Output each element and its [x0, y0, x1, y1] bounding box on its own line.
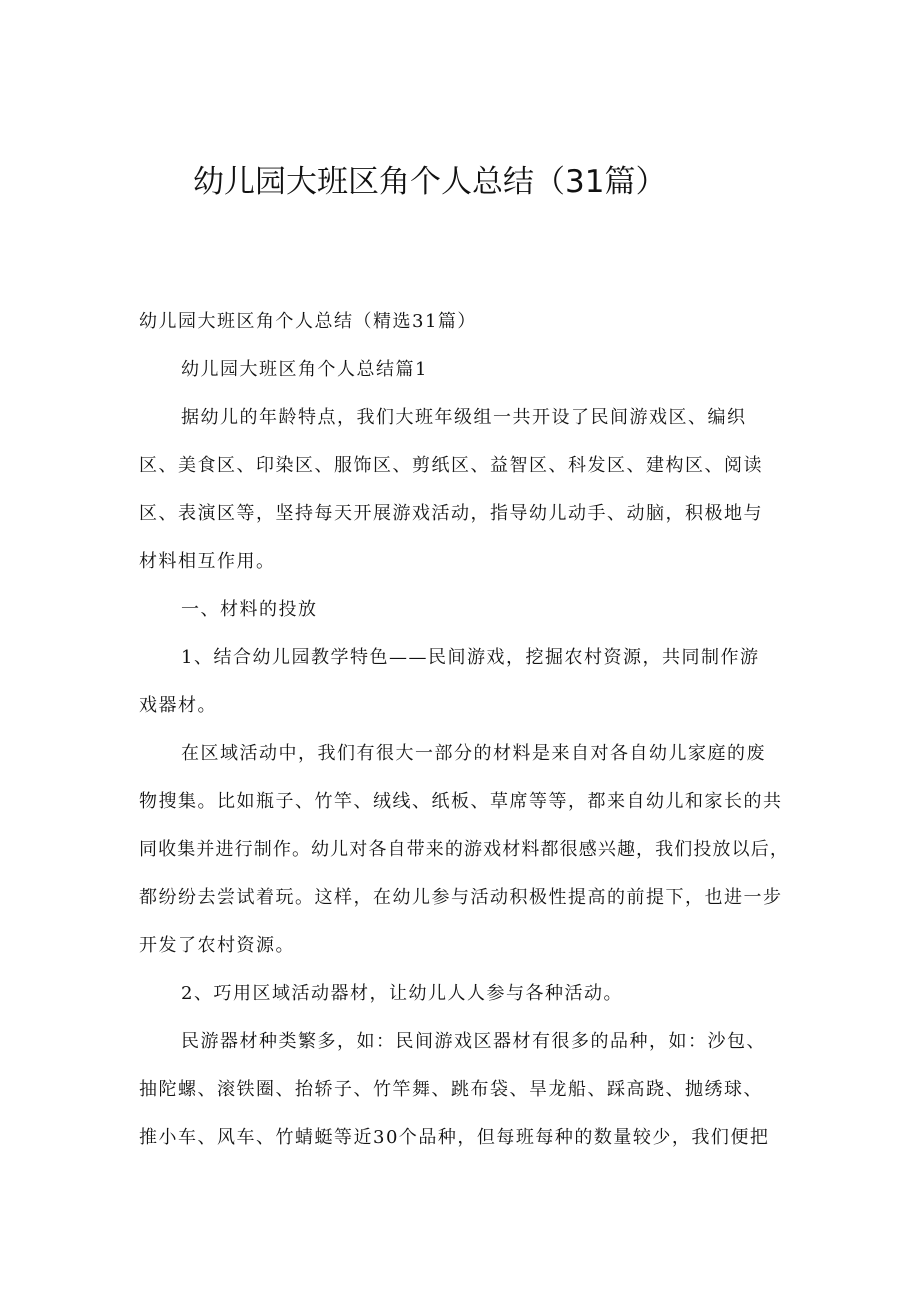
text-line: 据幼儿的年龄特点，我们大班年级组一共开设了民间游戏区、编织 [181, 407, 747, 428]
text-line: 区、美食区、印染区、服饰区、剪纸区、益智区、科发区、建构区、阅读 [139, 455, 763, 476]
text-line: 戏器材。 [139, 695, 217, 716]
text-line: 推小车、风车、竹蜻蜓等近30个品种，但每班每种的数量较少，我们便把 [139, 1127, 770, 1148]
text-line: 1、结合幼儿园教学特色——民间游戏，挖掘农村资源，共同制作游 [181, 647, 760, 668]
text-line: 区、表演区等，坚持每天开展游戏活动，指导幼儿动手、动脑，积极地与 [139, 503, 763, 524]
text-line: 2、巧用区域活动器材，让幼儿人人参与各种活动。 [181, 983, 623, 1004]
text-line: 材料相互作用。 [139, 551, 276, 572]
text-line: 同收集并进行制作。幼儿对各自带来的游戏材料都很感兴趣，我们投放以后， [139, 839, 789, 860]
text-line: 物搜集。比如瓶子、竹竿、绒线、纸板、草席等等，都来自幼儿和家长的共 [139, 791, 783, 812]
document-title: 幼儿园大班区角个人总结（31篇） [193, 164, 667, 200]
text-line: 一、材料的投放 [181, 599, 318, 620]
text-line: 幼儿园大班区角个人总结篇1 [181, 359, 428, 380]
text-line: 开发了农村资源。 [139, 935, 295, 956]
document-body [139, 310, 789, 1174]
text-line: 都纷纷去尝试着玩。这样，在幼儿参与活动积极性提高的前提下，也进一步 [139, 887, 783, 908]
text-line: 幼儿园大班区角个人总结（精选31篇） [139, 311, 477, 332]
text-line: 抽陀螺、滚铁圈、抬轿子、竹竿舞、跳布袋、旱龙船、踩高跷、抛绣球、 [139, 1079, 763, 1100]
text-line: 在区域活动中，我们有很大一部分的材料是来自对各自幼儿家庭的废 [181, 743, 766, 764]
text-line: 民游器材种类繁多，如：民间游戏区器材有很多的品种，如：沙包、 [181, 1031, 766, 1052]
